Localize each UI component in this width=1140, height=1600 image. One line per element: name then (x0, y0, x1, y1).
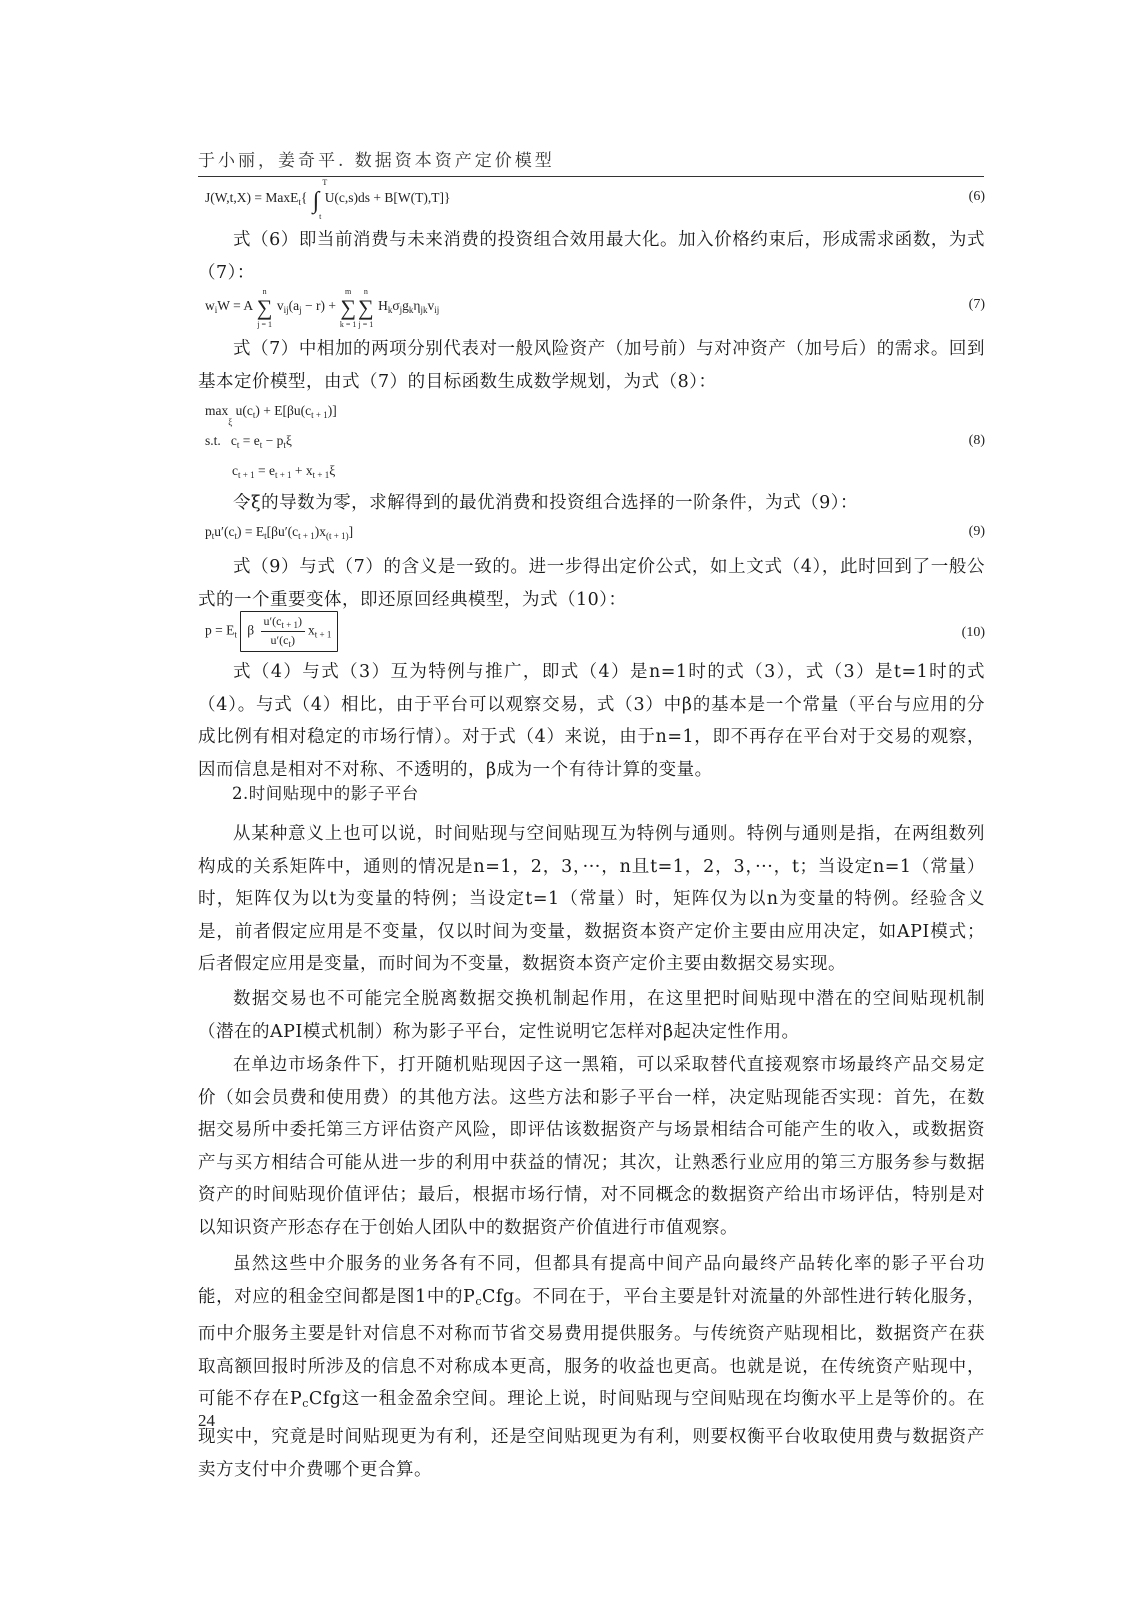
eq7-sum-3: ∑ n j = 1 (358, 287, 374, 329)
eq9-b-sub: t (264, 531, 267, 541)
eq7-g-sub: k (408, 305, 414, 315)
eq8-l2-mid2: − p (262, 433, 284, 448)
eq6-integral: ∫ T t (312, 178, 328, 221)
eq6-body: U(c,s)ds + B[W(T),T]} (324, 190, 451, 205)
eq7-eta: η (413, 298, 421, 313)
eq9-d-sub: (t + 1) (326, 531, 349, 541)
paragraph-6: 从某种意义上也可以说，时间贴现与空间贴现互为特例与通则。特例与通则是指，在两组数列构成的关系矩阵中，通则的情况是n=1，2，3，···，n且t=1，2，3，···，t；当设定n=1（常量）时，矩阵仅为以t为变量的特例；当设定t=1（常量）时，矩阵仅为以n为变量的特例。经验含义是，前者假定应用是不变量，仅以时间为变量，数据资本资产定价主要由应用决定，如API模式；后者假定应用是变量，而时间为不变量，数据资本资产定价主要由数据交易实现。 (198, 824, 985, 975)
eq7-term1: v (276, 298, 284, 313)
eq9-e: ] (348, 524, 354, 539)
eq10-num-sub: t + 1 (281, 620, 299, 630)
equation-10 (205, 611, 985, 652)
eq8-l3-mid: = e (254, 463, 275, 478)
eq7-lhs: w (205, 298, 215, 313)
eq9-p-sub: t (211, 531, 215, 541)
paragraph-9-part-2: Cfg。不同在于，平台主要是针对流量的外部性进行转化服务，而中介服务主要是针对信息不对称而节省交易费用提供服务。与传统资产贴现相比，数据资产在获取高额回报时所涉及的信息不对称成本更高，服务的收益也更高。也就是说，在传统资产贴现中，可能不存在P (198, 1286, 985, 1410)
eq10-number: (10) (961, 625, 985, 640)
eq8-l2-end: ξ (285, 433, 292, 448)
eq8-max-sub: ξ (228, 417, 233, 427)
eq10-x-sub: t + 1 (314, 629, 332, 640)
eq7-sum2-lower: k = 1 (339, 320, 357, 329)
eq7-lhs-rest: W = A (217, 298, 253, 313)
paragraph-1: 式（6）即当前消费与未来消费的投资组合效用最大化。加入价格约束后，形成需求函数，为式（7）： (198, 230, 985, 283)
eq6-number: (6) (968, 189, 985, 204)
paragraph-7: 数据交易也不可能完全脱离数据交换机制起作用，在这里把时间贴现中潜在的空间贴现机制（潜在的API模式机制）称为影子平台，定性说明它怎样对β起决定性作用。 (198, 989, 985, 1042)
equation-8-line-1 (205, 403, 985, 427)
paragraph-9-sub-2: c (302, 1397, 309, 1411)
eq7-sigma: σ (392, 298, 400, 313)
eq6-lhs: J(W,t,X) = MaxE (205, 190, 299, 205)
eq8-l1-body: u(c (235, 403, 253, 418)
eq7-term1-rest: (a (288, 298, 300, 313)
eq8-l2-sub3: t (283, 440, 286, 450)
eq7-eta-sub: jk (420, 305, 428, 315)
equation-8-line-3 (232, 463, 985, 480)
eq7-term2-sub: k (387, 305, 393, 315)
paragraph-4: 式（9）与式（7）的含义是一致的。进一步得出定价公式，如上文式（4），此时回到了一般公式的一个重要变体，即还原回经典模型，为式（10）： (198, 557, 985, 610)
eq6-lhs-sub: t (298, 197, 301, 207)
eq8-l3-mid2: + x (291, 463, 313, 478)
eq7-sum-1: ∑ n j = 1 (256, 287, 273, 329)
eq9-p: p (205, 524, 212, 539)
paragraph-9-sub-1: c (475, 1294, 482, 1308)
eq7-g: g (402, 298, 409, 313)
eq10-numerator (261, 614, 306, 632)
eq9-number: (9) (968, 524, 985, 539)
eq10-lhs-sub: t (234, 629, 237, 640)
eq8-number: (8) (968, 433, 985, 448)
eq7-number: (7) (968, 297, 985, 312)
eq10-den-sub: t (288, 639, 292, 649)
paragraph-9 (198, 1248, 985, 1486)
eq7-sum3-lower: j = 1 (358, 320, 374, 329)
eq8-l3-end: ξ (329, 463, 336, 478)
eq9-c: [βu′(c (266, 524, 299, 539)
eq7-term1-a-sub: j (299, 305, 302, 315)
equation-8-line-2 (205, 433, 985, 450)
eq7-sigma-sub: j (399, 305, 403, 315)
eq8-l1-sub1: t (252, 410, 256, 420)
equation-6 (205, 178, 985, 221)
eq7-sum-2: ∑ m k = 1 (339, 287, 357, 329)
paragraph-2: 式（7）中相加的两项分别代表对一般风险资产（加号前）与对冲资产（加号后）的需求。回到基本定价模型，由式（7）的目标函数生成数学规划，为式（8）： (198, 339, 985, 392)
eq10-num: u′(c (263, 614, 282, 628)
paragraph-3: 令ξ的导数为零，求解得到的最优消费和投资组合选择的一阶条件，为式（9）： (233, 493, 859, 513)
equation-7 (205, 287, 985, 329)
eq10-x: x (308, 622, 315, 638)
eq7-lhs-sub: i (214, 305, 218, 315)
eq8-l2-sub1: t (236, 440, 240, 450)
eq8-l2-mid: = e (239, 433, 260, 448)
paragraph-8: 在单边市场条件下，打开随机贴现因子这一黑箱，可以采取替代直接观察市场最终产品交易定价（如会员费和使用费）的其他方法。这些方法和影子平台一样，决定贴现能否实现：首先，在数据交易所中委托第三方评估资产风险，即评估该数据资产与场景相结合可能产生的收入，或数据资产与买方相结合可能从进一步的利用中获益的情况；其次，让熟悉行业应用的第三方服务参与数据资产的时间贴现价值评估；最后，根据市场行情，对不同概念的数据资产给出市场评估，特别是对以知识资产形态存在于创始人团队中的数据资产价值进行市值观察。 (198, 1055, 985, 1238)
eq10-num-end: ) (298, 614, 303, 628)
running-header: 于小丽，姜奇平. 数据资本资产定价模型 (198, 151, 555, 171)
eq10-beta: β (247, 622, 255, 638)
eq6-open: { (300, 190, 308, 205)
eq10-lhs: p = E (205, 622, 235, 638)
eq7-sum1-upper: n (262, 287, 267, 296)
paragraph-5: 式（4）与式（3）互为特例与推广，即式（4）是n=1时的式（3），式（3）是t=1时的式（4）。与式（4）相比，由于平台可以观察交易，式（3）中β的基本是一个常量（平台与应用的分成比例有相对稳定的市场行情）。对于式（4）来说，由于n=1，即不再存在平台对于交易的观察，因而信息是相对不对称、不透明的，β成为一个有待计算的变量。 (198, 662, 985, 780)
eq10-den-end: ) (291, 633, 296, 647)
eq8-l3-sub2: t + 1 (274, 470, 292, 480)
eq8-l3-sub1: t + 1 (238, 470, 255, 480)
eq6-int-lower: t (319, 212, 322, 221)
section-heading-2: 2.时间贴现中的影子平台 (232, 784, 419, 803)
eq9-d: )x (314, 524, 326, 539)
equation-9 (205, 524, 985, 541)
eq10-den: u′(c (270, 633, 289, 647)
eq7-v: v (427, 298, 435, 313)
eq10-bracket (240, 611, 338, 652)
eq8-st: s.t. (205, 433, 221, 448)
eq8-l3-sub3: t + 1 (312, 470, 330, 480)
eq9-a: u′(c (214, 524, 235, 539)
header-rule (198, 176, 984, 177)
eq7-term2: H (378, 298, 388, 313)
paragraph-9-part-1: 虽然这些中介服务的业务各有不同，但都具有提高中间产品向最终产品转化率的影子平台功能，对应的租金空间都是图1中的P (198, 1254, 985, 1307)
eq7-v-sub: ij (434, 305, 440, 315)
eq7-sum2-upper: m (345, 287, 352, 296)
eq10-fraction (261, 614, 306, 649)
eq8-l2-sub2: t (259, 440, 263, 450)
eq7-term1-sub: ij (283, 305, 289, 315)
eq9-b: ) = E (236, 524, 265, 539)
eq6-int-upper: T (322, 178, 328, 187)
eq8-l1-mid: ) + E[βu(c (255, 403, 312, 418)
eq7-term1-end: − r) + (301, 298, 336, 313)
eq9-a-sub: t (234, 531, 237, 541)
page-number: 24 (198, 1411, 215, 1430)
eq7-sum3-upper: n (363, 287, 368, 296)
eq8-l3-body: c (232, 463, 238, 478)
paragraph-9-part-3: Cfg这一租金盈余空间。理论上说，时间贴现与空间贴现在均衡水平上是等价的。在现实中，究竟是时间贴现更为有利，还是空间贴现更为有利，则要权衡平台收取使用费与数据资产卖方支付中介费哪个更合算。 (198, 1389, 985, 1480)
eq8-l1-sub2: t + 1 (311, 410, 328, 420)
eq7-sum1-lower: j = 1 (257, 320, 272, 329)
eq10-denominator (268, 632, 298, 649)
eq9-c-sub: t + 1 (298, 531, 315, 541)
eq8-l1-end: )] (327, 403, 337, 418)
eq8-max: max (205, 403, 229, 418)
eq8-l2-body: c (230, 433, 237, 448)
